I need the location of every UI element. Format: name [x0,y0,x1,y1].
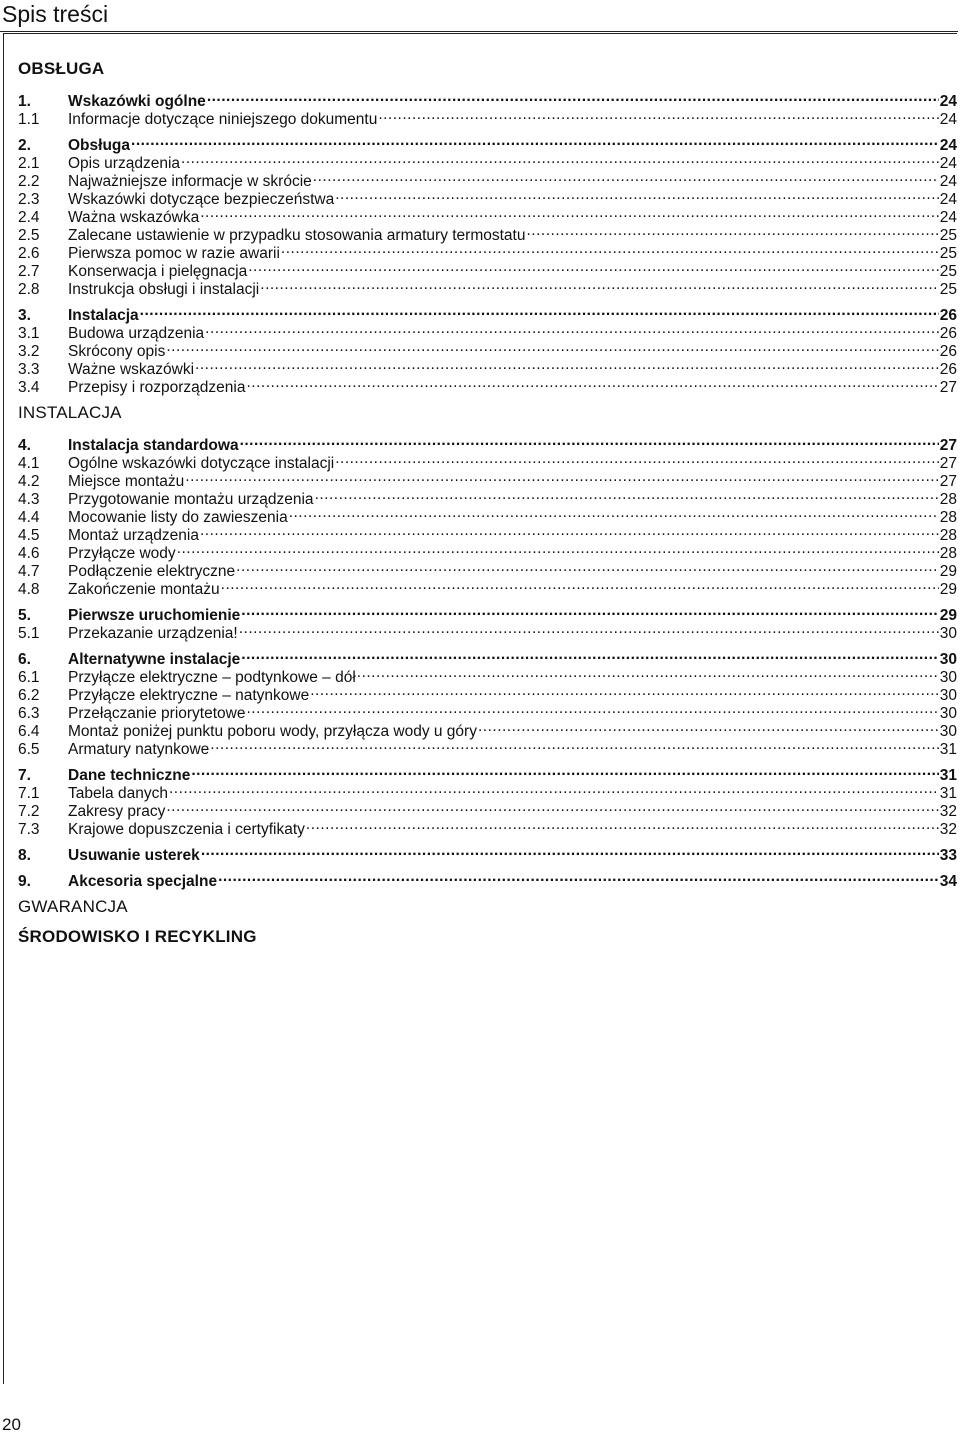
entry-number: 2.6 [18,245,40,262]
entry-number: 2. [18,137,31,154]
entry-number: 6.1 [18,669,40,686]
entry-page-number: 30 [939,669,957,686]
entry-page-number: 30 [939,723,957,740]
entry-number: 5.1 [18,625,40,642]
entry-page-number: 25 [939,263,957,280]
section-heading: INSTALACJA [18,403,122,422]
dot-leader [140,302,939,320]
toc-chapter-entry[interactable] [18,868,957,890]
entry-page-number: 25 [939,281,957,298]
entry-page-number: 34 [939,873,957,890]
entry-number: 2.7 [18,263,40,280]
toc-chapter-entry[interactable] [18,602,957,624]
entry-number: 6.5 [18,741,40,758]
entry-number: 9. [18,873,31,890]
dot-leader [335,186,939,204]
entry-title: Instalacja standardowa [68,437,239,454]
entry-page-number: 33 [939,847,957,864]
entry-page-number: 24 [939,155,957,172]
toc-chapter [18,868,957,890]
entry-page-number: 30 [939,687,957,704]
entry-page-number: 32 [939,821,957,838]
toc-entry[interactable] [18,320,957,342]
dot-leader [246,374,938,392]
entry-title: Armatury natynkowe [68,741,210,758]
entry-number: 2.5 [18,227,40,244]
entry-number: 3.3 [18,361,40,378]
entry-number: 6.3 [18,705,40,722]
entry-page-number: 28 [939,491,957,508]
entry-number: 2.1 [18,155,40,172]
toc-chapter-entry[interactable] [18,646,957,668]
entry-title: Akcesoria specjalne [68,873,218,890]
entry-number: 3.2 [18,343,40,360]
dot-leader [335,450,939,468]
dot-leader [218,868,939,886]
entry-title: Miejsce montażu [68,473,185,490]
dot-leader [241,602,938,620]
toc-chapter [18,432,957,598]
entry-number: 7.3 [18,821,40,838]
entry-number: 4.8 [18,581,40,598]
entry-number: 1.1 [18,111,40,128]
entry-title: Przyłącze wody [68,545,176,562]
entry-title: Zalecane ustawienie w przypadku stosowania armatury termostatu [68,227,526,244]
entry-title: Przepisy i rozporządzenia [68,379,246,396]
entry-title: Konserwacja i pielęgnacja [68,263,248,280]
dot-leader [289,504,939,522]
entry-title: Krajowe dopuszczenia i certyfikaty [68,821,305,838]
dot-leader [240,432,939,450]
entry-page-number: 31 [939,785,957,802]
entry-title: Instalacja [68,307,139,324]
entry-number: 4.6 [18,545,40,562]
entry-number: 6.2 [18,687,40,704]
entry-title: Zakresy pracy [68,803,166,820]
page-title: Spis treści [2,1,109,27]
dot-leader [478,718,939,736]
entry-page-number: 29 [939,607,957,624]
entry-title: Przyłącze elektryczne – podtynkowe – dół [68,669,356,686]
entry-title: Budowa urządzenia [68,325,205,342]
entry-title: Pierwsze uruchomienie [68,607,241,624]
entry-number: 2.2 [18,173,40,190]
entry-title: Montaż urządzenia [68,527,199,544]
dot-leader [185,468,938,486]
dot-leader [236,558,939,576]
dot-leader [200,204,939,222]
dot-leader [169,780,939,798]
dot-leader [210,736,938,754]
dot-leader [306,816,939,834]
entry-page-number: 26 [939,307,957,324]
toc-chapter-entry[interactable] [18,432,957,454]
entry-number: 4.1 [18,455,40,472]
dot-leader [378,106,938,124]
entry-title: Usuwanie usterek [68,847,200,864]
entry-page-number: 31 [939,767,957,784]
entry-number: 8. [18,847,31,864]
entry-title: Przekazanie urządzenia! [68,625,238,642]
dot-leader [195,356,939,374]
entry-title: Alternatywne instalacje [68,651,241,668]
dot-leader [310,682,939,700]
entry-number: 4.3 [18,491,40,508]
entry-title: Ważne wskazówki [68,361,195,378]
dot-leader [526,222,938,240]
dot-leader [313,168,939,186]
entry-title: Wskazówki ogólne [68,93,206,110]
entry-page-number: 24 [939,173,957,190]
entry-title: Zakończenie montażu [68,581,220,598]
entry-page-number: 24 [939,93,957,110]
toc-chapter [18,88,957,128]
dot-leader [166,338,938,356]
entry-page-number: 28 [939,509,957,526]
dot-leader [177,540,939,558]
dot-leader [205,320,939,338]
entry-title: Podłączenie elektryczne [68,563,236,580]
entry-number: 6.4 [18,723,40,740]
section-heading: OBSŁUGA [18,59,105,78]
entry-page-number: 24 [939,191,957,208]
dot-leader [221,576,939,594]
entry-title: Opis urządzenia [68,155,181,172]
toc-chapter [18,762,957,838]
entry-number: 4.4 [18,509,40,526]
entry-page-number: 26 [939,325,957,342]
entry-page-number: 32 [939,803,957,820]
entry-title: Przełączanie priorytetowe [68,705,246,722]
dot-leader [207,88,939,106]
entry-number: 3. [18,307,31,324]
toc-chapter [18,646,957,758]
entry-title: Dane techniczne [68,767,191,784]
page-number: 20 [2,1415,21,1434]
entry-title: Pierwsza pomoc w razie awarii [68,245,280,262]
toc-chapter [18,302,957,396]
entry-page-number: 26 [939,361,957,378]
entry-page-number: 25 [939,245,957,262]
entry-page-number: 24 [939,209,957,226]
entry-number: 5. [18,607,31,624]
section-heading: ŚRODOWISKO I RECYKLING [18,927,257,946]
entry-page-number: 27 [939,455,957,472]
entry-title: Tabela danych [68,785,168,802]
entry-number: 1. [18,93,31,110]
entry-number: 7. [18,767,31,784]
entry-page-number: 30 [939,705,957,722]
entry-page-number: 29 [939,581,957,598]
dot-leader [191,762,938,780]
dot-leader [315,486,939,504]
entry-number: 4.7 [18,563,40,580]
entry-title: Wskazówki dotyczące bezpieczeństwa [68,191,335,208]
entry-title: Skrócony opis [68,343,166,360]
entry-number: 4.2 [18,473,40,490]
table-of-contents [18,58,957,948]
dot-leader [200,522,939,540]
toc-chapter-entry[interactable] [18,842,957,864]
entry-page-number: 29 [939,563,957,580]
entry-title: Najważniejsze informacje w skrócie [68,173,312,190]
entry-number: 6. [18,651,31,668]
entry-title: Ogólne wskazówki dotyczące instalacji [68,455,335,472]
dot-leader [166,798,938,816]
entry-page-number: 24 [939,137,957,154]
entry-page-number: 27 [939,379,957,396]
entry-title: Obsługa [68,137,131,154]
entry-title: Przygotowanie montażu urządzenia [68,491,314,508]
entry-title: Przyłącze elektryczne – natynkowe [68,687,310,704]
entry-number: 7.1 [18,785,40,802]
entry-page-number: 27 [939,473,957,490]
dot-leader [181,150,939,168]
entry-number: 2.3 [18,191,40,208]
dot-leader [246,700,938,718]
dot-leader [131,132,939,150]
dot-leader [201,842,939,860]
dot-leader [241,646,938,664]
entry-page-number: 27 [939,437,957,454]
entry-page-number: 26 [939,343,957,360]
entry-number: 3.1 [18,325,40,342]
entry-title: Instrukcja obsługi i instalacji [68,281,260,298]
entry-number: 2.4 [18,209,40,226]
toc-entry[interactable] [18,150,957,172]
toc-chapter-entry[interactable] [18,302,957,324]
dot-leader [239,620,939,638]
entry-number: 3.4 [18,379,40,396]
entry-number: 2.8 [18,281,40,298]
entry-number: 4. [18,437,31,454]
entry-page-number: 28 [939,545,957,562]
entry-page-number: 30 [939,625,957,642]
entry-page-number: 31 [939,741,957,758]
title-rule [0,31,958,32]
entry-title: Ważna wskazówka [68,209,200,226]
entry-title: Informacje dotyczące niniejszego dokumentu [68,111,378,128]
dot-leader [281,240,939,258]
toc-chapter [18,842,957,864]
entry-title: Montaż poniżej punktu poboru wody, przyłącza wody u góry [68,723,477,740]
entry-number: 4.5 [18,527,40,544]
entry-number: 7.2 [18,803,40,820]
entry-title: Mocowanie listy do zawieszenia [68,509,288,526]
dot-leader [357,664,939,682]
toc-chapter-entry[interactable] [18,132,957,154]
dot-leader [260,276,938,294]
entry-page-number: 28 [939,527,957,544]
entry-page-number: 25 [939,227,957,244]
toc-chapter-entry[interactable] [18,762,957,784]
toc-chapter-entry[interactable] [18,88,957,110]
toc-chapter [18,132,957,298]
section-heading: GWARANCJA [18,897,128,916]
toc-chapter [18,602,957,642]
entry-page-number: 30 [939,651,957,668]
dot-leader [248,258,939,276]
entry-page-number: 24 [939,111,957,128]
